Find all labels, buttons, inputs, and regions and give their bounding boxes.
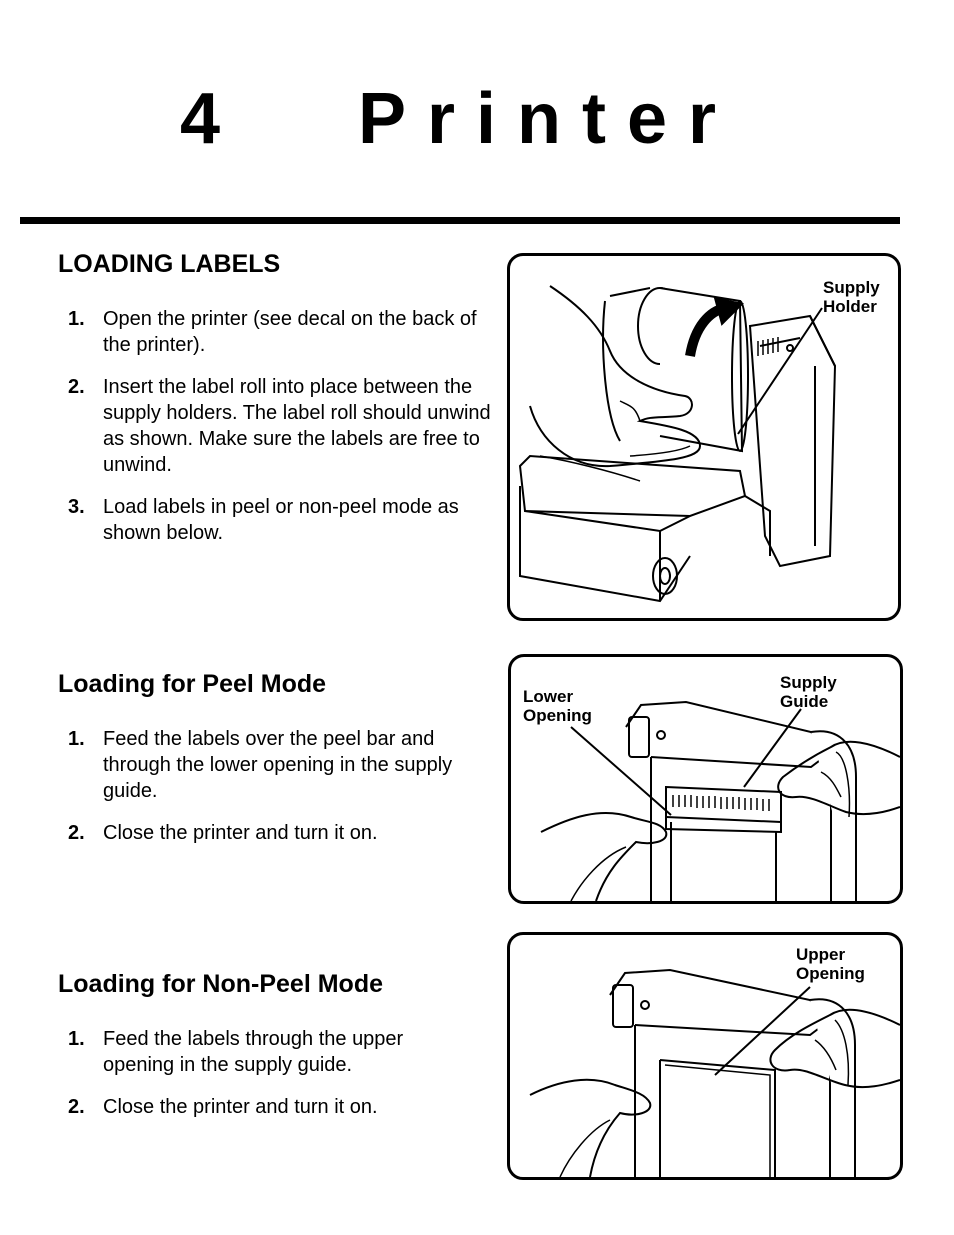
step-text: Insert the label roll into place between the supply holders. The label roll should unwind as shown. Make sure the labels are free to unwind. [103, 376, 491, 476]
step-text: Close the printer and turn it on. [103, 1096, 378, 1118]
step-number: 2. [68, 376, 85, 398]
step-item [58, 494, 498, 546]
section-heading: LOADING LABELS [58, 250, 281, 278]
step-text: Open the printer (see decal on the back of the printer). [103, 308, 477, 356]
section-loading-labels [58, 250, 498, 562]
step-item [58, 1026, 458, 1078]
step-text: Close the printer and turn it on. [103, 822, 378, 844]
figure-non-peel-mode [507, 932, 903, 1180]
step-item [58, 726, 478, 804]
step-item [58, 374, 498, 478]
callout-upper-opening: Upper Opening [796, 945, 865, 983]
chapter-heading [0, 78, 954, 168]
step-item [58, 820, 478, 846]
callout-supply-holder: Supply Holder [823, 278, 880, 316]
step-item [58, 1094, 458, 1120]
step-text: Feed the labels over the peel bar and through the lower opening in the supply guide. [103, 728, 453, 802]
step-item [58, 306, 498, 358]
step-number: 3. [68, 496, 85, 518]
step-list [58, 1026, 458, 1120]
section-peel-mode [58, 670, 478, 862]
step-list [58, 726, 478, 846]
figure-loading-labels [507, 253, 901, 621]
heading-rule [20, 217, 900, 224]
step-number: 1. [68, 1028, 85, 1050]
section-non-peel-mode [58, 970, 458, 1136]
step-text: Feed the labels through the upper opening in the supply guide. [103, 1028, 404, 1076]
step-number: 2. [68, 822, 85, 844]
figure-peel-mode [508, 654, 903, 904]
callout-supply-guide: Supply Guide [780, 673, 837, 711]
chapter-title: Printer [358, 79, 738, 159]
section-heading: Loading for Peel Mode [58, 670, 327, 698]
step-text: Load labels in peel or non-peel mode as shown below. [103, 496, 459, 544]
step-number: 2. [68, 1096, 85, 1118]
callout-lower-opening: Lower Opening [523, 687, 592, 725]
section-heading: Loading for Non-Peel Mode [58, 970, 383, 998]
step-list [58, 306, 498, 546]
chapter-number: 4 [180, 79, 221, 159]
step-number: 1. [68, 308, 85, 330]
step-number: 1. [68, 728, 85, 750]
